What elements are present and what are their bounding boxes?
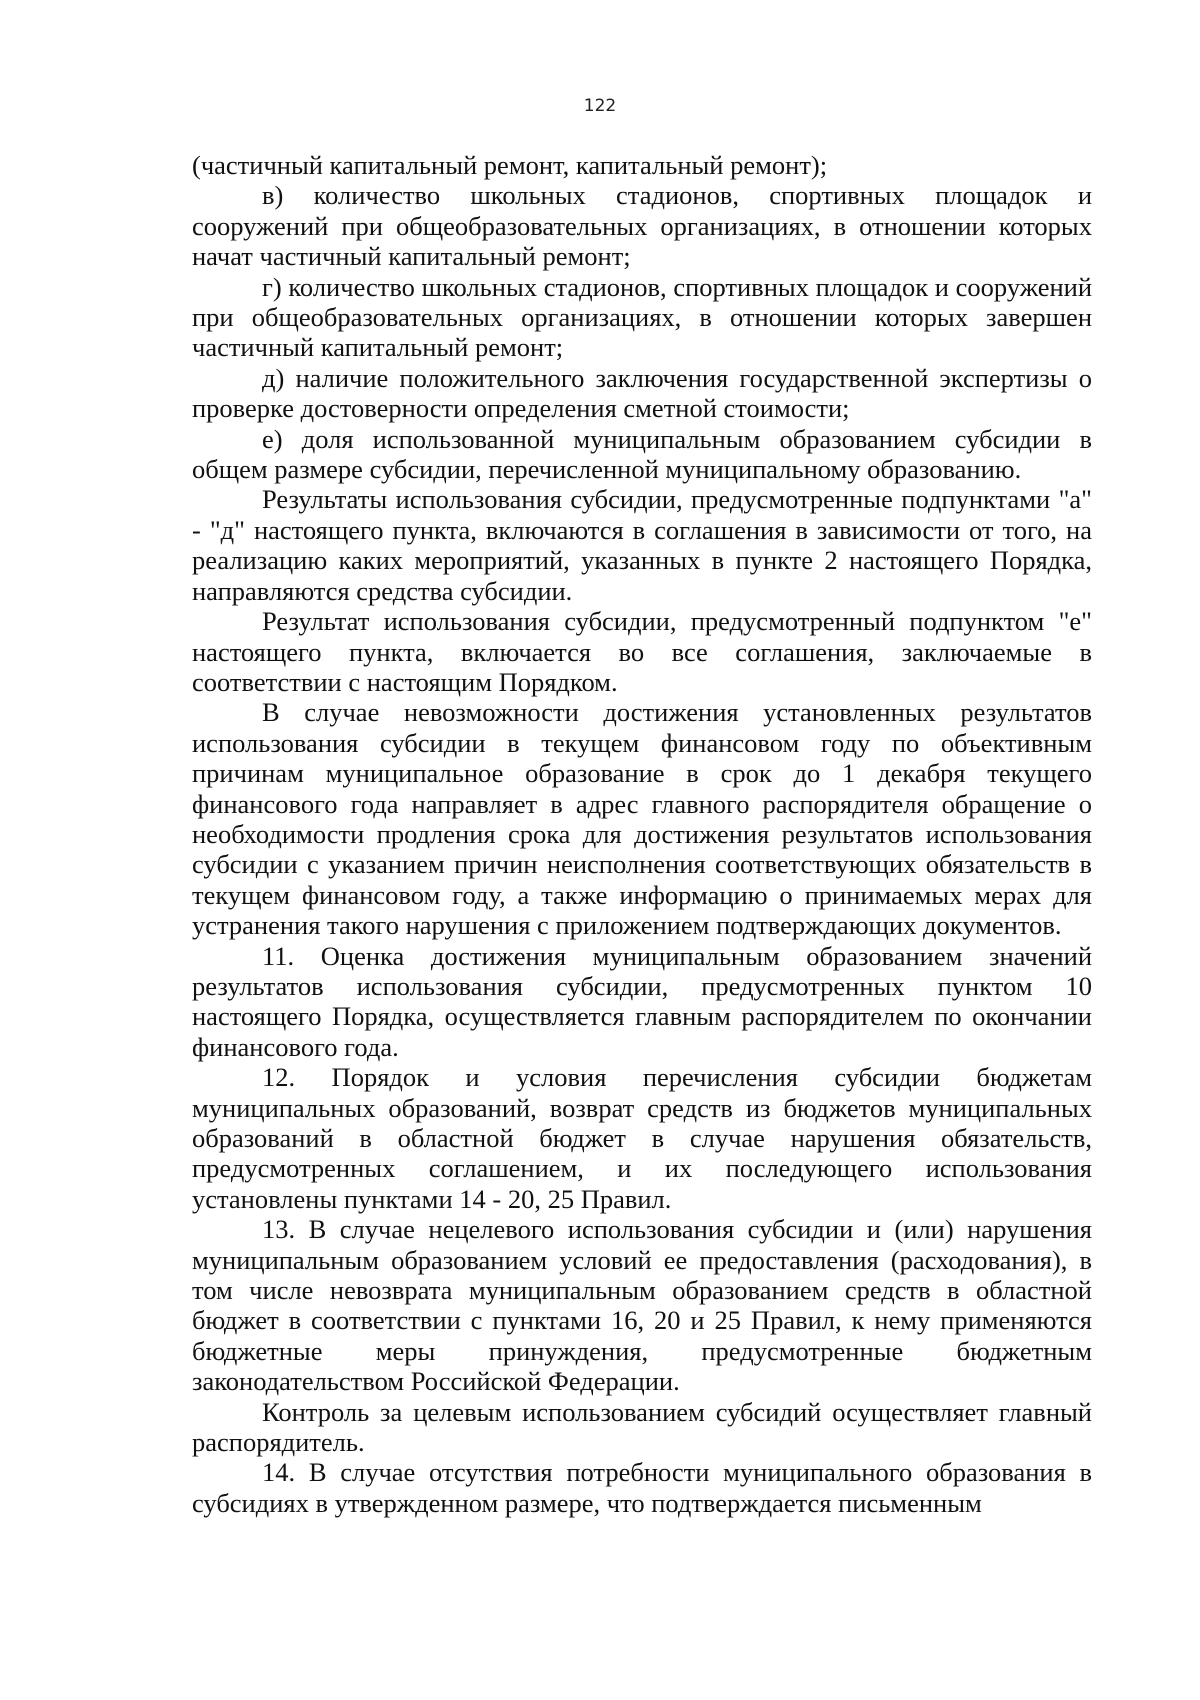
paragraph-item-g: г) количество школьных стадионов, спортивных площадок и сооружений при общеобразовательных организациях, в отношении которых завершен частичный капитальный ремонт; — [192, 271, 1092, 363]
paragraph-result-e: Результат использования субсидии, предусмотренный подпунктом "е" настоящего пункта, включается во все соглашения, заключаемые в соответствии с настоящим Порядком. — [192, 606, 1092, 697]
paragraph-12: 12. Порядок и условия перечисления субсидии бюджетам муниципальных образований, возврат средств из бюджетов муниципальных образований в областной бюджет в случае нарушения обязательств, предусмотренных соглашением, и их последующего использования установлены пунктами 14 - 20, 25 Правил. — [192, 1062, 1092, 1214]
paragraph-impossibility: В случае невозможности достижения установленных результатов использования субсидии в текущем финансовом году по объективным причинам муниципальное образование в срок до 1 декабря текущего финансового года направляет в адрес главного распорядителя обращение о необходимости продления срока для достижения результатов использования субсидии с указанием причин неисполнения соответствующих обязательств в текущем финансовом году, а также информацию о принимаемых мерах для устранения такого нарушения с приложением подтверждающих документов. — [192, 697, 1092, 941]
document-body — [192, 150, 1092, 1518]
paragraph-results-a-d: Результаты использования субсидии, предусмотренные подпунктами "а" - "д" настоящего пункта, включаются в соглашения в зависимости от того, на реализацию каких мероприятий, указанных в пункте 2 настоящего Порядка, направляются средства субсидии. — [192, 484, 1092, 606]
paragraph-11: 11. Оценка достижения муниципальным образованием значений результатов использования субсидии, предусмотренных пунктом 10 настоящего Порядка, осуществляется главным распорядителем по окончании финансового года. — [192, 940, 1092, 1062]
paragraph-item-v: в) количество школьных стадионов, спортивных площадок и сооружений при общеобразовательных организациях, в отношении которых начат частичный капитальный ремонт; — [192, 180, 1092, 272]
paragraph-item-e: е) доля использованной муниципальным образованием субсидии в общем размере субсидии, перечисленной муниципальному образованию. — [192, 423, 1092, 485]
paragraph-control: Контроль за целевым использованием субсидий осуществляет главный распорядитель. — [192, 1396, 1092, 1458]
paragraph-14: 14. В случае отсутствия потребности муниципального образования в субсидиях в утвержденном размере, что подтверждается письменным — [192, 1457, 1092, 1518]
paragraph-13: 13. В случае нецелевого использования субсидии и (или) нарушения муниципальным образованием условий ее предоставления (расходования), в том числе невозврата муниципальным образованием средств в областной бюджет в соответствии с пунктами 16, 20 и 25 Правил, к нему применяются бюджетные меры принуждения, предусмотренные бюджетным законодательством Российской Федерации. — [192, 1214, 1092, 1397]
page-number: 122 — [583, 96, 617, 116]
paragraph-item-d: д) наличие положительного заключения государственной экспертизы о проверке достоверности определения сметной стоимости; — [192, 362, 1092, 424]
paragraph-continuation: (частичный капитальный ремонт, капитальный ремонт); — [192, 150, 828, 180]
